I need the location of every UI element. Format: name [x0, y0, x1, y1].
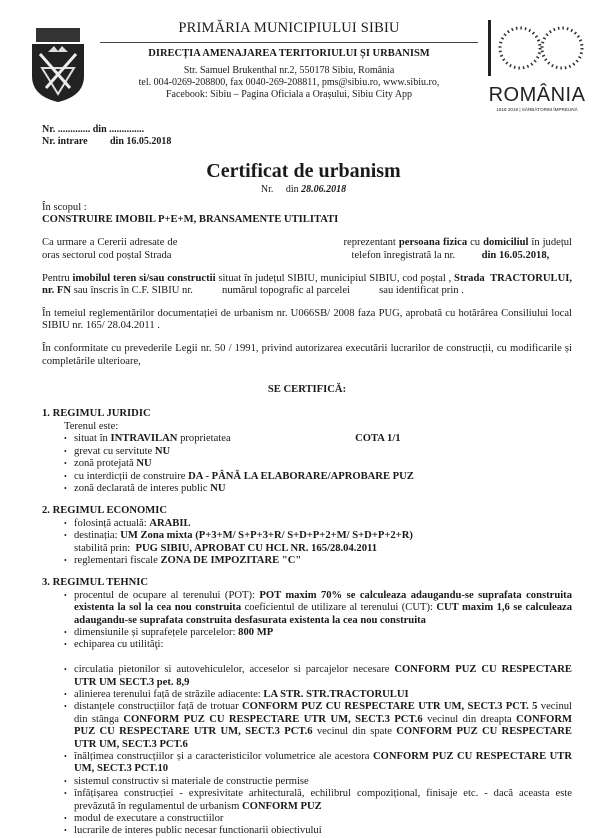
logo-wordmark: ROMÂNIA	[488, 84, 586, 106]
list-item	[64, 530, 572, 555]
bold-text: CUT maxim 1,6 se calculeaza adaugandu-se suprafata construita desfasurata existenta la cea nou construita	[74, 602, 575, 626]
text-segment: vecinul din stânga	[74, 701, 575, 725]
section-title: 3. REGIMUL TEHNIC	[42, 577, 149, 589]
text-segment: zonă protejată	[74, 458, 137, 470]
logo-tagline: 1918 2018 | SĂRBĂTORIM ÎMPREUNĂ	[496, 107, 578, 112]
list-item	[64, 788, 575, 813]
bold-text: COTA 1/1	[355, 433, 401, 445]
document-title: Certificat de urbanism	[206, 160, 401, 182]
bold-text: CONFORM PUZ CU RESPECTARE UTR UM, SECT.3 PCT. 5	[241, 701, 538, 713]
text-segment: dimensiunile și suprafețele parcelelor:	[74, 626, 239, 638]
paragraph	[42, 214, 572, 226]
list-item	[64, 446, 572, 458]
se-certifica-heading: SE CERTIFICĂ:	[267, 384, 347, 396]
text-segment: Pentru	[42, 272, 73, 284]
text-segment	[74, 652, 77, 663]
bold-text: imobilul teren si/sau constructii	[72, 272, 216, 284]
text-segment: cu interdicții de construire	[74, 470, 189, 482]
list-item	[64, 639, 572, 664]
list-item	[64, 689, 572, 701]
bold-text: NU	[154, 445, 171, 457]
list-item	[64, 471, 572, 483]
text-segment: vecinul din dreapta	[422, 713, 517, 725]
bold-text: CONFORM PUZ CU RESPECTARE UTR UM, SECT.3 PCT.6	[74, 713, 575, 738]
institution-name: PRIMĂRIA MUNICIPIULUI SIBIU	[178, 20, 400, 36]
text-segment: folosință actuală:	[74, 517, 150, 529]
text-segment: echiparea cu utilităţi:	[74, 639, 164, 651]
bold-text: CONFORM PUZ CU RESPECTARE UTR UM, SECT.3 PCT.10	[74, 751, 575, 775]
list-item	[64, 627, 572, 639]
paragraph	[42, 343, 575, 368]
text-segment: sistemul constructiv si materiale de constructie permise	[74, 775, 309, 787]
list-item	[64, 751, 575, 776]
text-segment: zonă declarată de interes public	[74, 482, 211, 494]
contact-line: tel. 004-0269-208800, fax 0040-269-208811, pms@sibiu.ro, www.sibiu.ro,	[138, 77, 440, 89]
list-item	[64, 555, 572, 567]
bold-text: persoana fizica	[398, 237, 468, 249]
text-segment: alinierea terenului față de străzile adiacente:	[74, 689, 264, 700]
section-intro: Terenul este:	[64, 420, 119, 432]
bold-text: CONFORM PUZ CU RESPECTARE UTR UM, SECT.3 PCT.6	[123, 713, 423, 725]
text-segment: grevat cu servitute	[74, 445, 155, 457]
list-item	[64, 776, 572, 788]
section-title: 2. REGIMUL ECONOMIC	[42, 505, 168, 517]
text-segment: coeficientul de utilizare al terenului (CUT):	[241, 602, 437, 614]
intrare-label: Nr. intrare	[42, 136, 88, 147]
text-segment: situat în județul SIBIU, municipiul SIBIU, cod poștal ,	[215, 272, 455, 284]
bold-text: DA - PÂNĂ LA ELABORARE/APROBARE PUZ	[188, 470, 414, 482]
list-item	[64, 433, 572, 445]
text-segment: În conformitate cu prevederile Legii nr. 50 / 1991, privind autorizarea executării lucrarilor de construcții, cu modificarile și completările ulterioare,	[42, 343, 575, 367]
bold-text: CONSTRUIRE IMOBIL P+E+M, BRANSAMENTE UTILITATI	[42, 214, 339, 226]
bold-text: UM Zona mixta (P+3+M/ S+P+3+R/ S+D+P+2+M/ S+D+P+2+R)	[120, 530, 413, 542]
bold-text: domiciliul	[483, 237, 529, 249]
address: Str. Samuel Brukenthal nr.2, 550178 Sibiu, România	[183, 65, 395, 76]
section-list	[42, 589, 575, 838]
bold-text: din 16.05.2018,	[481, 249, 550, 261]
text-segment: stabilită prin:	[74, 542, 136, 554]
text-segment: înălțimea construcțiilor și a caracteristicilor volumetrice ale acestora	[74, 751, 373, 763]
text-segment: vecinul din spate	[312, 726, 397, 738]
text-segment: destinația:	[74, 530, 121, 542]
bold-text: PUG SIBIU, APROBAT CU HCL NR. 165/28.04.2011	[135, 542, 378, 554]
bold-text: NU	[136, 458, 152, 470]
registration-number: Nr. ............. din ..............	[42, 124, 145, 135]
text-segment: circulatia pietonilor si autovehiculelor, acceselor si parcajelor necesare	[74, 664, 395, 676]
certificate-number	[0, 184, 607, 196]
cert-din-label: din	[285, 184, 299, 195]
list-item	[64, 664, 575, 689]
bold-text: Strada TRACTORULUI, nr. FN	[42, 272, 575, 297]
text-segment: înfățișarea construcției - expresivitate arhitecturală, echilibrul compozițional, finisaje etc. - dacă aceasta este prevăzută în regulamentul de urbanism	[74, 788, 575, 812]
romania-100-logo-icon	[480, 16, 590, 82]
text-segment: cu	[467, 237, 484, 249]
bold-text: NU	[210, 482, 226, 494]
bold-text: 800 MP	[238, 626, 274, 638]
bold-text: ARABIL	[149, 517, 191, 529]
bold-text: INTRAVILAN	[110, 433, 178, 445]
paragraph	[42, 272, 575, 298]
cert-nr-label: Nr.	[260, 184, 274, 195]
text-segment: reglementari fiscale	[74, 554, 161, 566]
bold-text: CONFORM PUZ CU RESPECTARE UTR UM SECT.3 pet. 8,9	[74, 664, 575, 688]
contact-block	[105, 65, 473, 102]
text-segment: în județul oras sectorul cod poștal Strada telefon înregistrată la nr.	[42, 237, 604, 261]
sibiu-coat-of-arms-icon	[28, 24, 88, 104]
registration-block	[42, 124, 171, 148]
list-item	[64, 813, 572, 825]
paragraph	[42, 237, 604, 262]
list-item	[64, 825, 572, 837]
intrare-date: din 16.05.2018	[110, 136, 172, 147]
bold-text: CONFORM PUZ CU RESPECTARE UTR UM, SECT.3 PCT.6	[74, 726, 575, 750]
header-divider	[100, 42, 478, 43]
list-item	[64, 589, 575, 627]
bold-text: ZONA DE IMPOZITARE "C"	[160, 554, 302, 566]
section-list	[42, 518, 572, 568]
text-segment: lucrarile de interes public necesar functionarii obiectivului	[74, 825, 322, 837]
department-name: DIRECȚIA AMENAJAREA TERITORIULUI ȘI URBANISM	[148, 48, 430, 59]
cert-date: 28.06.2018	[301, 184, 347, 195]
bold-text: LA STR. STR.TRACTORULUI	[263, 689, 409, 700]
text-segment: distanțele construcțiilor față de trotuar	[74, 701, 242, 713]
list-item	[64, 458, 572, 470]
section-list	[42, 433, 572, 495]
romania-logo-text	[482, 84, 592, 113]
text-segment: modul de executare a constructiilor	[74, 813, 224, 825]
list-item	[64, 518, 572, 530]
paragraph	[42, 307, 575, 333]
list-item	[64, 483, 572, 495]
document-body	[42, 202, 604, 838]
social-line: Facebook: Sibiu – Pagina Oficiala a Orașului, Sibiu City App	[165, 89, 413, 101]
text-segment: În temeiul reglementărilor documentației de urbanism nr. U066SB/ 2008 faza PUG, aprobată cu hotărârea Consiliului local SIBIU nr. 165/ 28.04.2011 .	[42, 307, 575, 332]
text-segment: proprietatea	[177, 433, 356, 445]
bold-text: POT maxim 70% se calculeaza adaugandu-se suprafata construita existenta la sol la cea nou construita	[74, 589, 575, 614]
paragraph	[42, 202, 572, 214]
text-segment: Ca urmare a Cererii adresate de reprezentant	[42, 237, 399, 249]
text-segment: În scopul :	[42, 202, 87, 213]
text-segment: sau înscris în C.F. SIBIU nr. numărul topografic al parcelei sau identificat prin .	[71, 285, 464, 297]
bold-text: CONFORM PUZ	[241, 800, 322, 812]
list-item	[64, 701, 575, 751]
section-title: 1. REGIMUL JURIDIC	[42, 408, 151, 420]
text-segment: procentul de ocupare al terenului (POT):	[74, 589, 260, 601]
text-segment: situat în	[74, 433, 111, 445]
